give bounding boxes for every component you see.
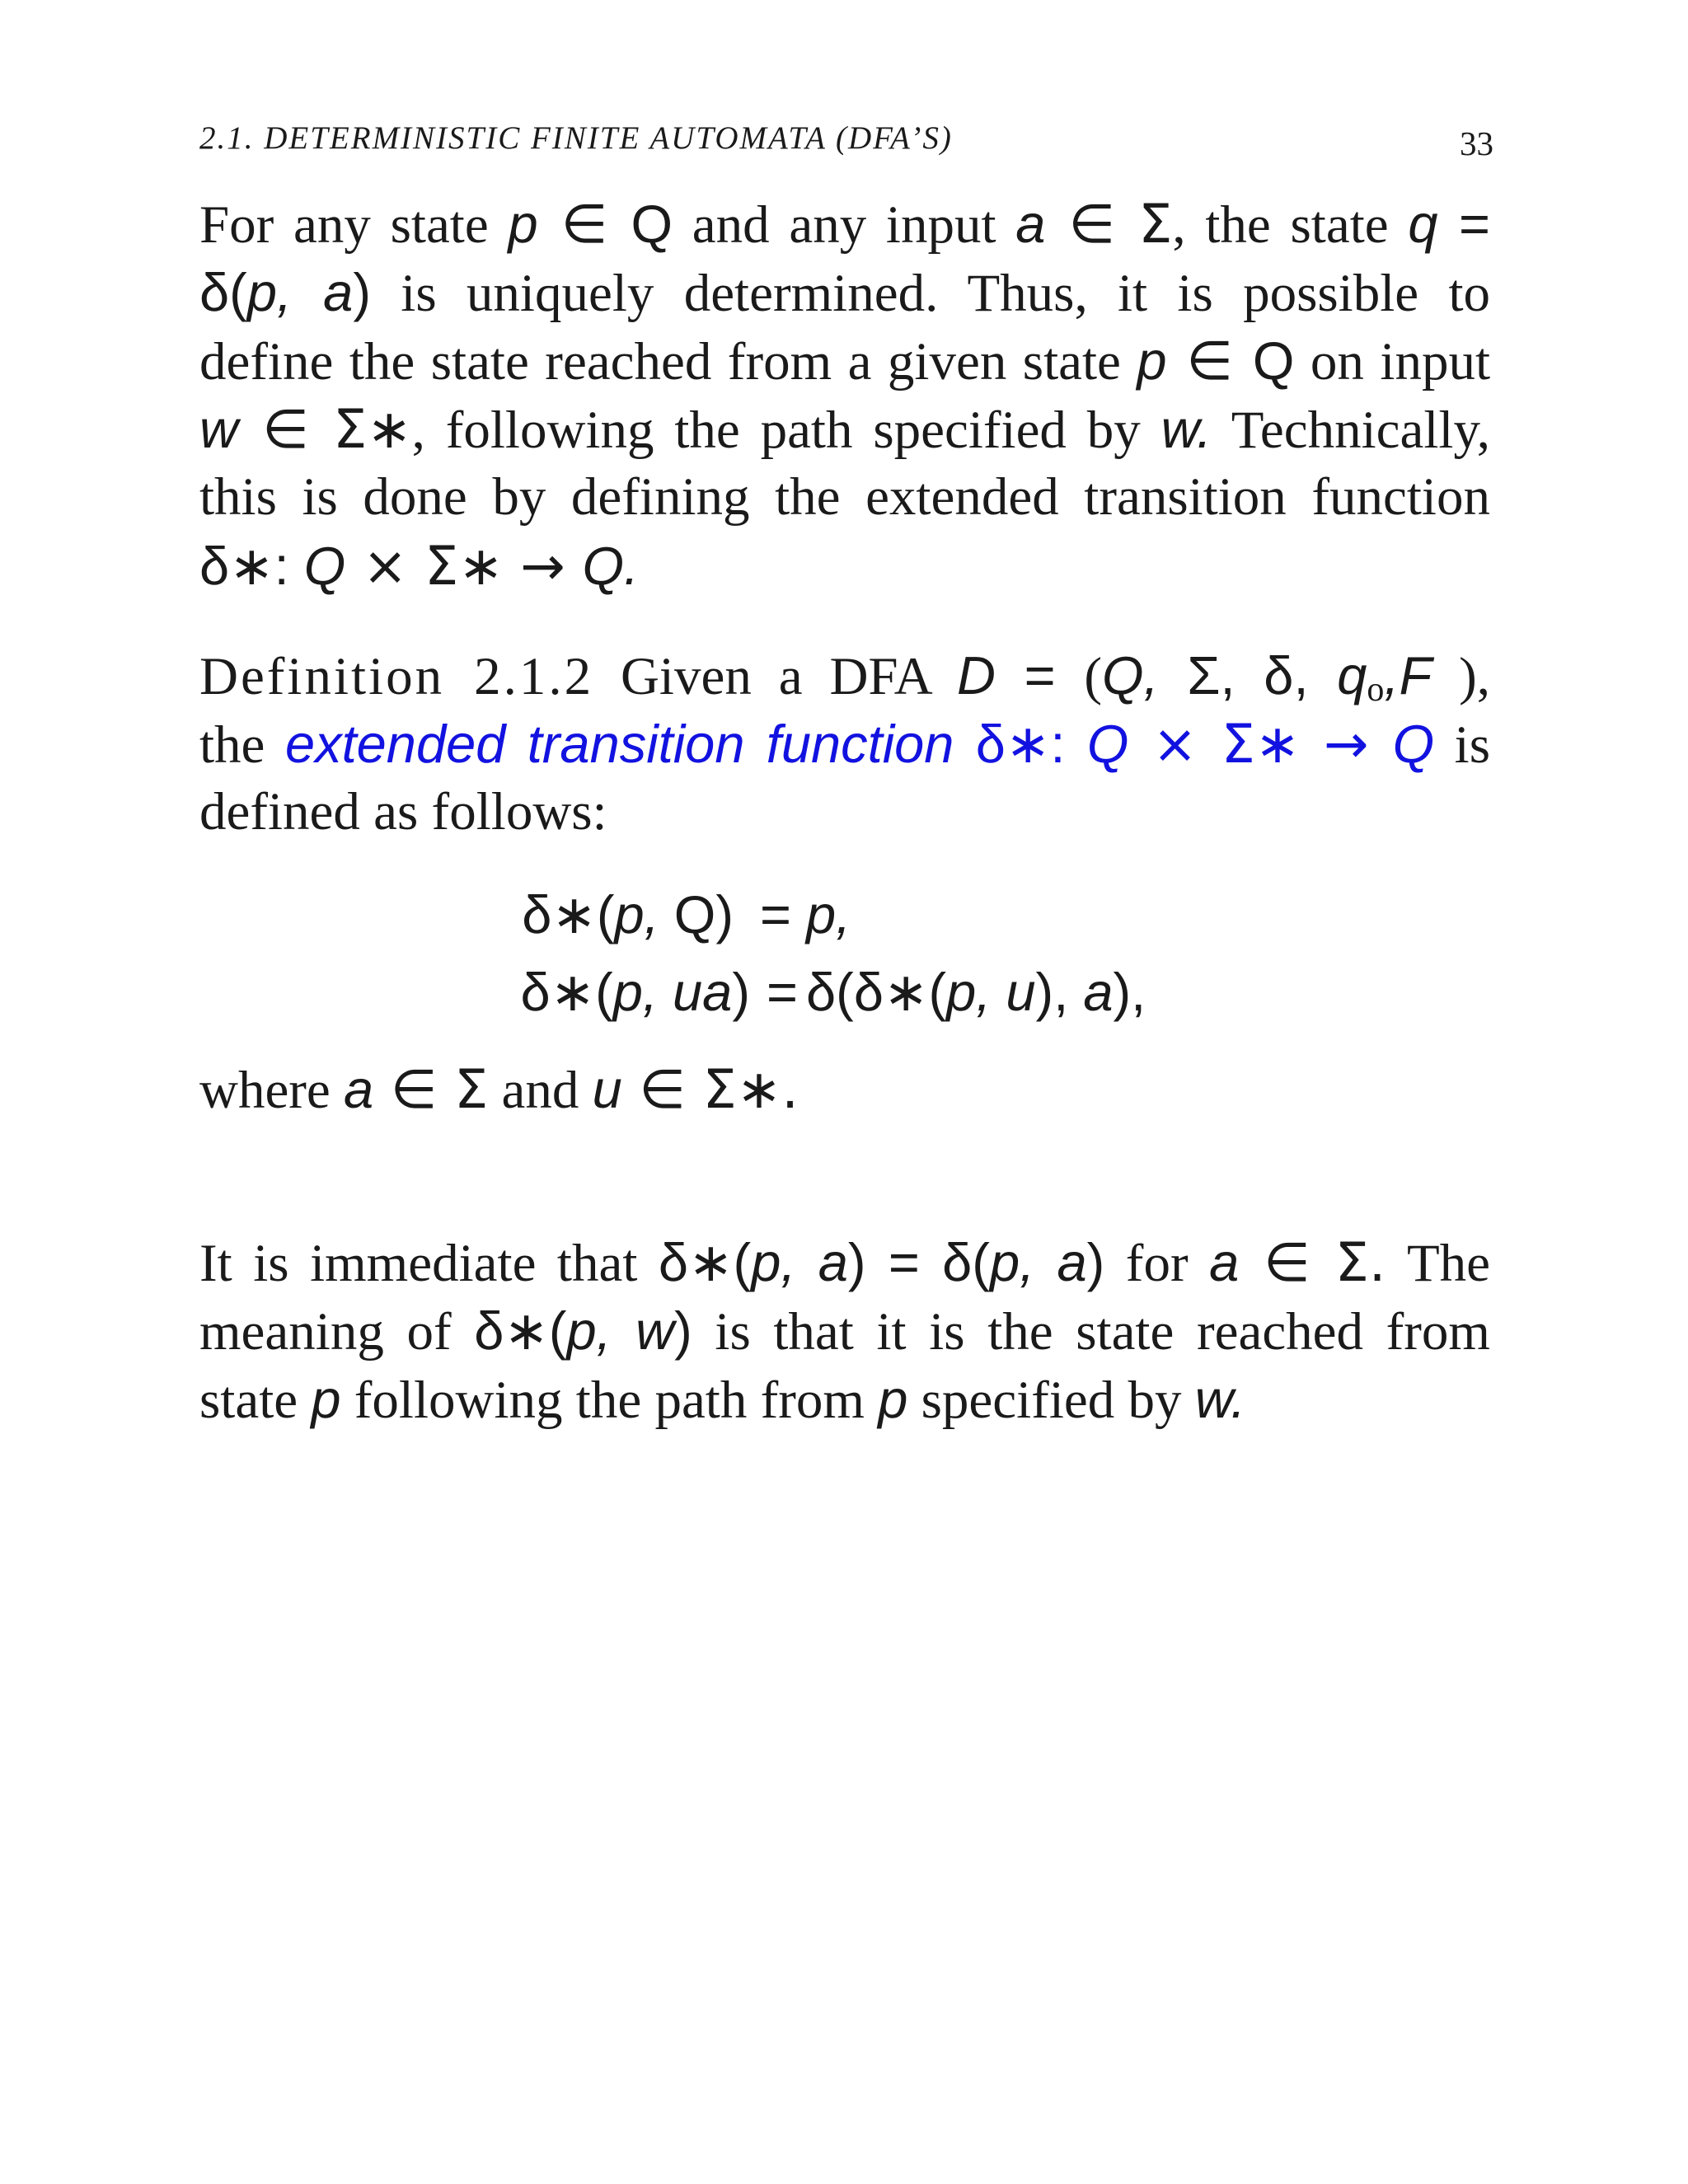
text-line: define the state reached from a given state p ∈ Q on input [199, 330, 1491, 392]
text-line: δ(p, a) is uniquely determined. Thus, it is possible to [199, 262, 1490, 323]
text-line: w ∈ Σ∗, following the path specified by w. Technically, [199, 399, 1490, 461]
paragraph-remark [199, 1228, 1490, 1433]
paragraph-intro [199, 190, 1490, 600]
text-line: state p following the path from p specified by w. [199, 1369, 1246, 1430]
text-line: this is done by defining the extended transition function [199, 467, 1490, 527]
text-line: Definition 2.1.2 Given a DFA D = (Q, Σ, δ, qo,F ), [199, 645, 1490, 709]
text-line: For any state p ∈ Q and any input a ∈ Σ, the state q = [199, 194, 1490, 255]
defined-term: extended transition function [284, 714, 954, 774]
text-line: It is immediate that δ∗(p, a) = δ(p, a) for a ∈ Σ. The [199, 1232, 1491, 1294]
document-page: 2.1. DETERMINISTIC FINITE AUTOMATA (DFA’S) 33 For any state p ∈ Q and any input a ∈ Σ, the state q = δ(p, a) is uniquely determined. Thus, it is possible to define the state reached from a given state p ∈ Q on input w ∈ Σ∗, following the path specified by w. Technically, this is done by defining the extended transition function δ∗: Q × Σ∗ → Q. Definition 2.1.2 Given a DFA D = (Q, Σ, δ, qo,F ), the extended transition function δ∗: Q × Σ∗ → Q is defined as follows: δ∗(p, Q) = p, δ∗(p, ua) = δ(δ∗(p, u), a), where a ∈ Σ and u ∈ Σ∗. It is immediate that δ∗(p, a) = δ(p, a) for a ∈ Σ. The meaning of δ∗(p, w) is that it is the state reached from state p following the path from p specified by w. [0, 0, 1688, 2184]
definition-label: Definition 2.1.2 [199, 647, 594, 706]
running-head: 2.1. DETERMINISTIC FINITE AUTOMATA (DFA’S) [199, 120, 953, 156]
text-line: δ∗: Q × Σ∗ → Q. [199, 536, 640, 598]
definition-2-1-2 [199, 641, 1490, 846]
text-line: defined as follows: [199, 782, 607, 841]
where-clause [199, 1055, 1490, 1123]
text-line: the extended transition function δ∗: Q × Σ∗ → Q is [199, 714, 1490, 776]
page-number: 33 [1460, 124, 1493, 162]
text-line: meaning of δ∗(p, w) is that it is the state reached from [199, 1301, 1490, 1361]
text-line: where a ∈ Σ and u ∈ Σ∗. [199, 1059, 799, 1121]
